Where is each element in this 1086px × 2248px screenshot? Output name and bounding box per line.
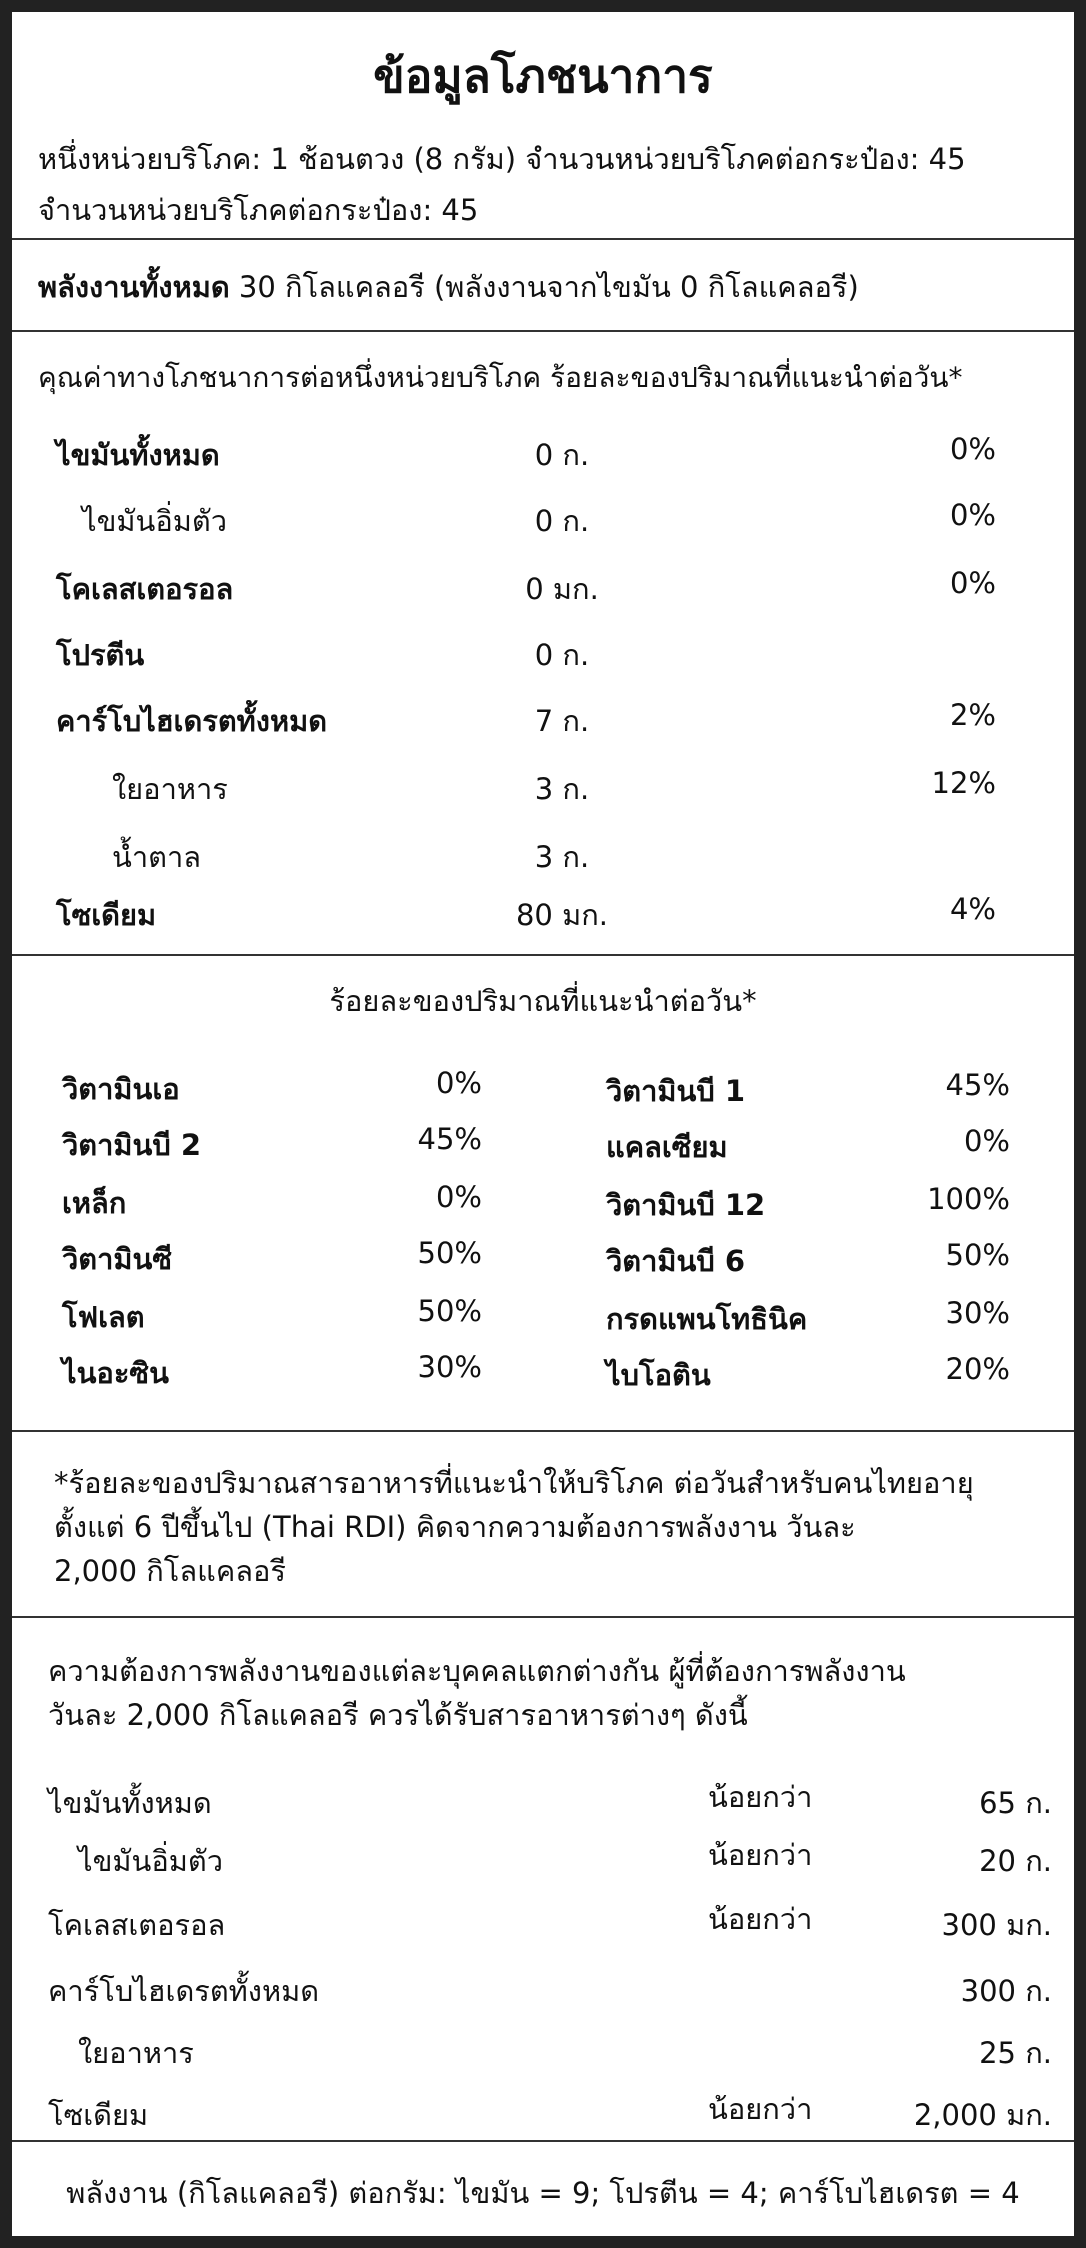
vitamin-name: วิตามินบี 1 [606,1074,746,1108]
vitamin-percent: 100% [927,1182,1010,1216]
nutrient-amount: 0 ก. [534,438,590,472]
requirement-value: 2,000 มก. [913,2098,1052,2132]
requirement-qualifier: น้อยกว่า [708,1780,813,1814]
vitamin-name: กรดแพนโทธินิค [606,1302,808,1336]
vitamin-percent: 50% [417,1236,482,1270]
nutrient-percent: 2% [949,698,996,732]
divider [12,954,1074,956]
vitamin-name: แคลเซียม [606,1130,728,1164]
vitamin-percent: 0% [435,1066,482,1100]
nutrient-percent: 0% [949,432,996,466]
requirement-qualifier: น้อยกว่า [708,2092,813,2126]
nutrient-amount: 80 มก. [515,898,608,932]
nutrient-percent: 4% [949,892,996,926]
vitamin-name: ไนอะซิน [62,1356,169,1390]
nutrient-amount: 0 ก. [534,504,590,538]
vitamin-percent: 50% [417,1294,482,1328]
vitamin-percent: 0% [963,1124,1010,1158]
requirements-intro-line-1: ความต้องการพลังงานของแต่ละบุคคลแตกต่างกัน ผู้ที่ต้องการพลังงาน [48,1654,906,1688]
divider [12,1430,1074,1432]
requirement-value: 25 ก. [979,2036,1052,2070]
requirement-qualifier: น้อยกว่า [708,1902,813,1936]
nutrient-amount: 7 ก. [534,704,590,738]
requirement-value: 65 ก. [979,1786,1052,1820]
nutrient-name: ใยอาหาร [112,772,228,806]
energy-per-gram-footer: พลังงาน (กิโลแคลอรี) ต่อกรัม: ไขมัน = 9; โปรตีน = 4; คาร์โบไฮเดรต = 4 [66,2176,1020,2210]
vitamin-name: วิตามินเอ [62,1072,180,1106]
vitamin-percent: 20% [945,1352,1010,1386]
requirement-name: โคเลสเตอรอล [48,1908,226,1942]
nutrient-percent: 0% [949,498,996,532]
vitamin-name: วิตามินซี [62,1242,173,1276]
label-title: ข้อมูลโภชนาการ [373,49,713,103]
footnote-line-2: ตั้งแต่ 6 ปีขึ้นไป (Thai RDI) คิดจากความต้องการพลังงาน วันละ [54,1510,856,1544]
vitamin-name: โฟเลต [62,1300,145,1334]
vitamin-percent: 30% [945,1296,1010,1330]
energy-value: 30 กิโลแคลอรี (พลังงานจากไขมัน 0 กิโลแคลอรี) [238,270,859,304]
nutrient-percent: 0% [949,566,996,600]
nutrition-label [12,12,1074,2236]
nutrient-name: โปรตีน [56,638,145,672]
nutrient-amount: 0 ก. [534,638,590,672]
footnote-line-3: 2,000 กิโลแคลอรี [54,1554,286,1588]
vitamins-heading: ร้อยละของปริมาณที่แนะนำต่อวัน* [329,984,757,1018]
nutrient-amount: 0 มก. [525,572,599,606]
divider [12,238,1074,240]
serving-size-line: หนึ่งหน่วยบริโภค: 1 ช้อนตวง (8 กรัม) จำนวนหน่วยบริโภคต่อกระป๋อง: 45 [38,142,966,176]
nutrient-name: น้ำตาล [112,840,201,874]
requirement-name: โซเดียม [48,2098,149,2132]
requirement-value: 300 มก. [941,1908,1052,1942]
requirement-value: 300 ก. [960,1974,1052,2008]
nutrient-name: โซเดียม [56,898,157,932]
vitamin-name: วิตามินบี 6 [606,1244,746,1278]
divider [12,2140,1074,2142]
requirement-qualifier: น้อยกว่า [708,1838,813,1872]
requirement-name: ไขมันอิ่มตัว [78,1844,223,1878]
requirement-name: ไขมันทั้งหมด [48,1786,212,1820]
vitamin-name: เหล็ก [62,1186,127,1220]
divider [12,1616,1074,1618]
vitamin-percent: 45% [945,1068,1010,1102]
vitamin-percent: 50% [945,1238,1010,1272]
requirement-name: คาร์โบไฮเดรตทั้งหมด [48,1974,320,2008]
footnote-line-1: *ร้อยละของปริมาณสารอาหารที่แนะนำให้บริโภค ต่อวันสำหรับคนไทยอายุ [54,1466,974,1500]
requirement-name: ใยอาหาร [78,2036,194,2070]
vitamin-percent: 30% [417,1350,482,1384]
nutrient-name: โคเลสเตอรอล [56,572,234,606]
nutrients-heading: คุณค่าทางโภชนาการต่อหนึ่งหน่วยบริโภค ร้อยละของปริมาณที่แนะนำต่อวัน* [38,361,963,394]
nutrient-name: ไขมันอิ่มตัว [82,504,227,538]
nutrient-name: คาร์โบไฮเดรตทั้งหมด [56,704,328,738]
vitamin-name: ไบโอติน [606,1358,711,1392]
energy-label: พลังงานทั้งหมด [38,270,230,304]
vitamin-name: วิตามินบี 2 [62,1128,202,1162]
vitamin-name: วิตามินบี 12 [606,1188,766,1222]
vitamin-percent: 45% [417,1122,482,1156]
nutrient-percent: 12% [931,766,996,800]
nutrient-amount: 3 ก. [534,772,590,806]
nutrient-name: ไขมันทั้งหมด [56,438,220,472]
vitamin-percent: 0% [435,1180,482,1214]
requirements-intro-line-2: วันละ 2,000 กิโลแคลอรี ควรได้รับสารอาหารต่างๆ ดังนี้ [48,1698,748,1732]
nutrient-amount: 3 ก. [534,840,590,874]
servings-per-container-line: จำนวนหน่วยบริโภคต่อกระป๋อง: 45 [38,193,479,227]
divider [12,330,1074,332]
energy-line [38,264,859,310]
requirement-value: 20 ก. [979,1844,1052,1878]
